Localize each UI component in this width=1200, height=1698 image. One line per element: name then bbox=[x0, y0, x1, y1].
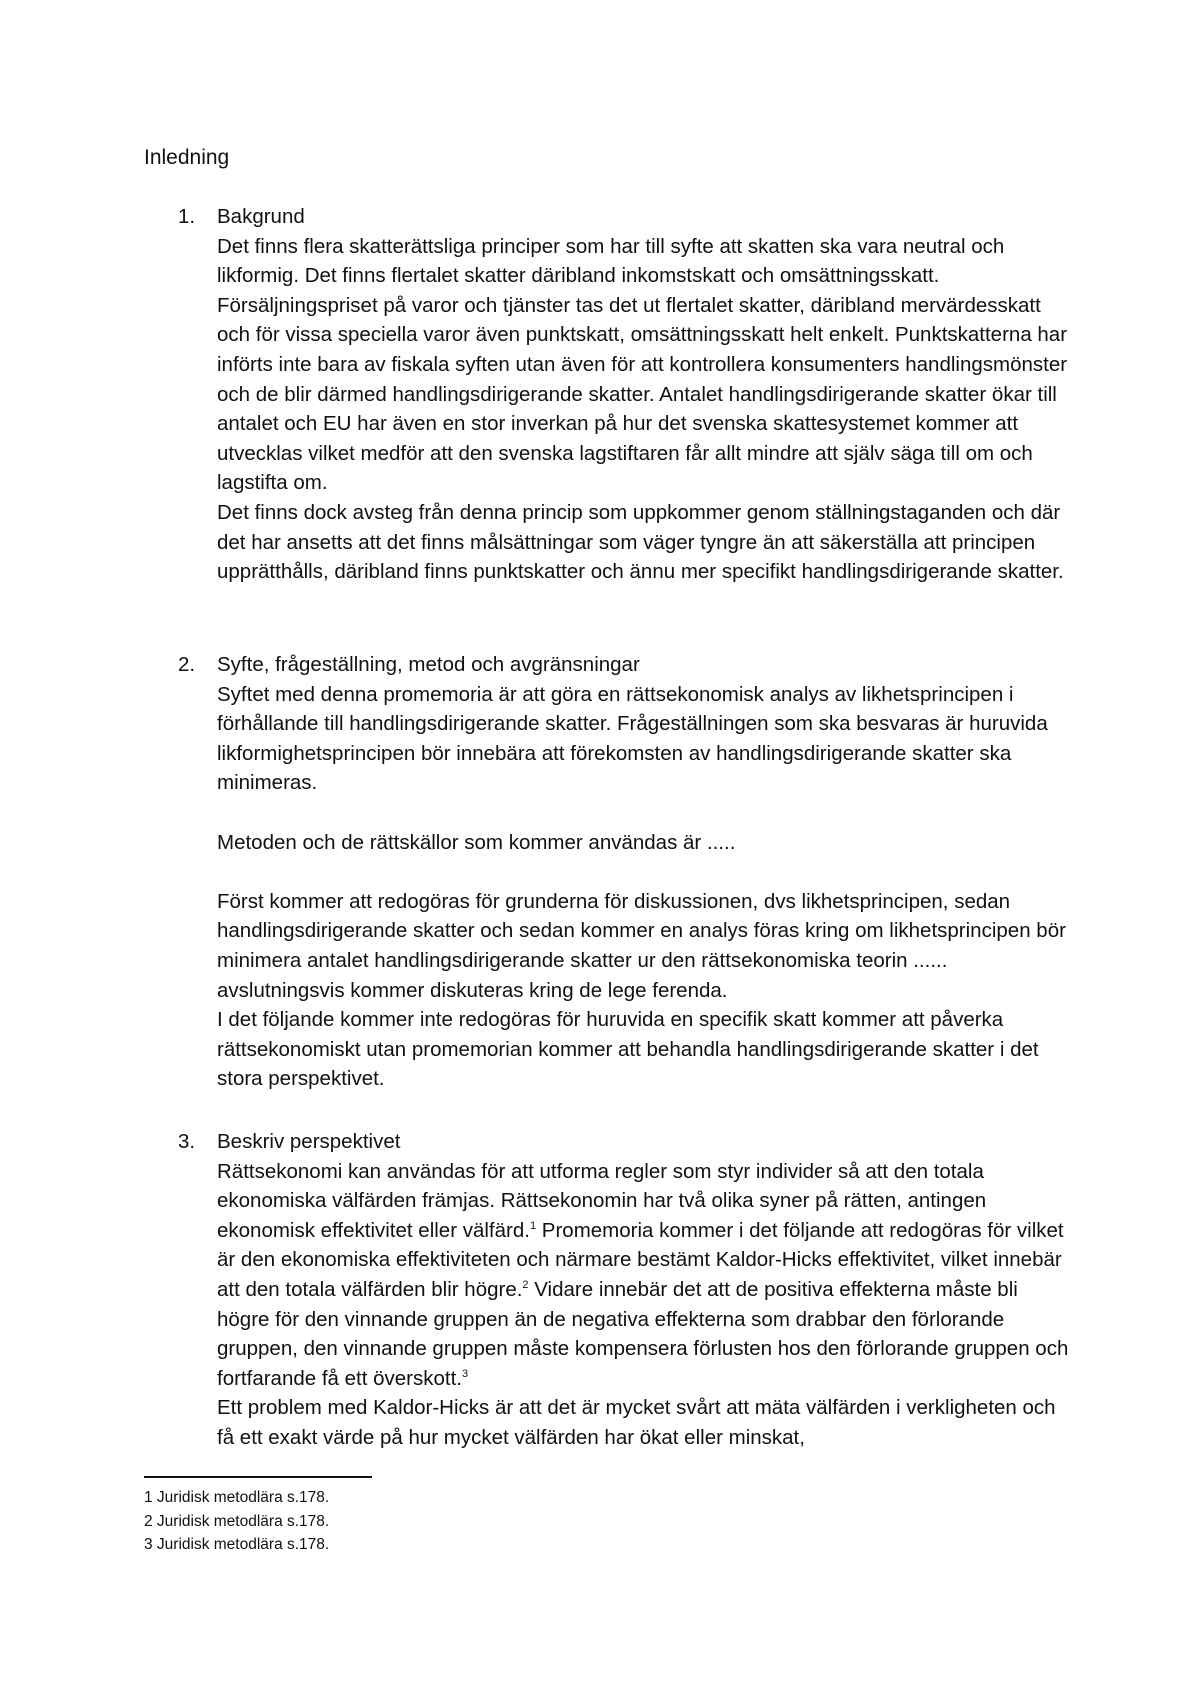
section-title: Syfte, frågeställning, metod och avgränsningar bbox=[217, 653, 640, 676]
section-body bbox=[217, 650, 1072, 1094]
paragraph: Rättsekonomi kan användas för att utforma regler som styr individer så att den totala ekonomiska välfärden främjas. Rättsekonomin har två olika syner på rätten, antingen ekonomisk effektivitet eller välfärd.$^1$ Promemoria kommer i det följande att redogöras för vilket är den ekonomiska effektiviteten och närmare bestämt Kaldor-Hicks effektivitet, vilket innebär att den totala välfärden blir högre.$^2$ Vidare innebär det att de positiva effekterna måste bli högre för den vinnande gruppen än de negativa effekterna som drabbar den förlorande gruppen, den vinnande gruppen måste kompensera förlusten hos den förlorande gruppen och fortfarande få ett överskott.$^3$ bbox=[217, 1159, 1069, 1390]
paragraph: Det finns dock avsteg från denna princip som uppkommer genom ställningstaganden och där det har ansetts att det finns målsättningar som väger tyngre än att säkerställa att principen upprätthålls, däribland finns punktskatter och ännu mer specifikt handlingsdirigerande skatter. bbox=[217, 500, 1064, 584]
paragraph: Det finns flera skatterättsliga principer som har till syfte att skatten ska vara neutral och likformig. Det finns flertalet skatter däribland inkomstskatt och omsättningsskatt. Försäljningspriset på varor och tjänster tas det ut flertalet skatter, däribland mervärdesskatt och för vissa speciella varor även punktskatt, omsättningsskatt helt enkelt. Punktskatterna har införts inte bara av fiskala syften utan även för att kontrollera konsumenters handlingsmönster och de blir därmed handlingsdirigerande skatter. Antalet handlingsdirigerande skatter ökar till antalet och EU har även en stor inverkan på hur det svenska skattesystemet kommer att utvecklas vilket medför att den svenska lagstiftaren får allt mindre att själv säga till om och lagstifta om. bbox=[217, 234, 1068, 495]
footnote: 1 Juridisk metodlära s.178. bbox=[144, 1489, 330, 1506]
paragraph: I det följande kommer inte redogöras för huruvida en specifik skatt kommer att påverka rättsekonomiskt utan promemorian kommer att behandla handlingsdirigerande skatter i det stora perspektivet. bbox=[217, 1008, 1039, 1091]
paragraph: Ett problem med Kaldor-Hicks är att det är mycket svårt att mäta välfärden i verkligheten och få ett exakt värde på hur mycket välfärden har ökat eller minskat, bbox=[217, 1396, 1056, 1449]
paragraph: Syftet med denna promemoria är att göra en rättsekonomisk analys av likhetsprincipen i förhållande till handlingsdirigerande skatter. Frågeställningen som ska besvaras är huruvida likformighetsprincipen bör innebära att förekomsten av handlingsdirigerande skatter ska minimeras. bbox=[217, 682, 1048, 795]
footnotes bbox=[144, 1486, 329, 1557]
section-number: 3. bbox=[178, 1130, 196, 1153]
footnote: 2 Juridisk metodlära s.178. bbox=[144, 1512, 330, 1530]
footnote-ref[interactable]: 1 bbox=[529, 1219, 537, 1232]
footnote-ref[interactable]: 2 bbox=[522, 1279, 529, 1292]
document-heading: Inledning bbox=[144, 146, 230, 169]
footnote-ref[interactable]: 3 bbox=[462, 1367, 469, 1380]
paragraph: Metoden och de rättskällor som kommer användas är ..... bbox=[217, 830, 736, 854]
section-title: Beskriv perspektivet bbox=[217, 1130, 401, 1153]
section-body bbox=[217, 202, 1072, 587]
footnote-divider bbox=[144, 1476, 372, 1478]
paragraph: Först kommer att redogöras för grunderna för diskussionen, dvs likhetsprincipen, sedan handlingsdirigerande skatter och sedan kommer en analys föras kring om likhetsprincipen bör minimera antalet handlingsdirigerande skatter ur den rättsekonomiska teorin ...... avslutningsvis kommer diskuteras kring de lege ferenda. bbox=[217, 889, 1066, 1002]
section-title: Bakgrund bbox=[217, 205, 305, 228]
section-body bbox=[217, 1127, 1072, 1453]
section-number: 2. bbox=[178, 653, 196, 676]
section-number: 1. bbox=[178, 205, 196, 228]
footnote: 3 Juridisk metodlära s.178. bbox=[144, 1536, 330, 1553]
